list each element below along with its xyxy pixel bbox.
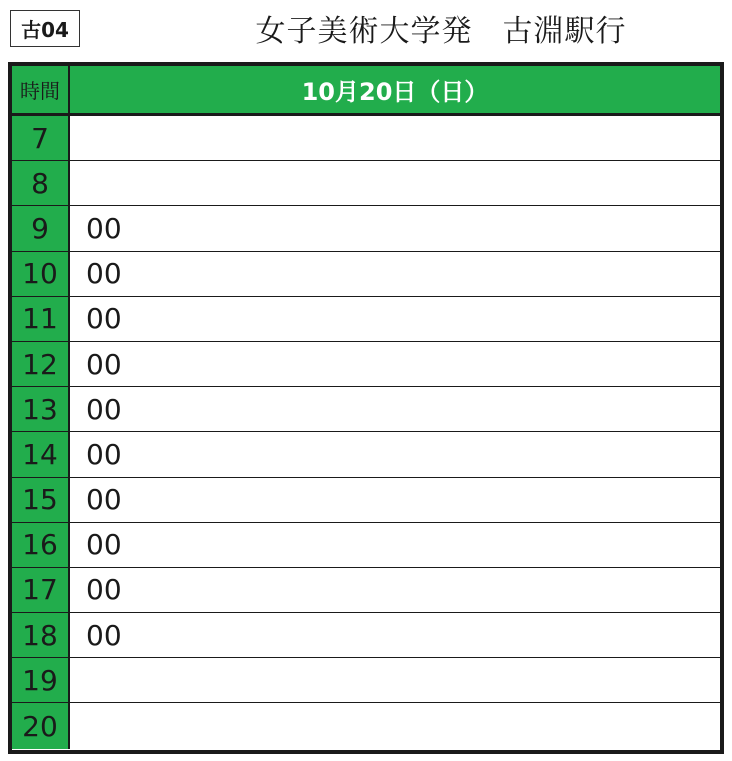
- timetable-row: [12, 613, 720, 658]
- hour-column-header: 時間: [12, 66, 70, 113]
- timetable-row: [12, 568, 720, 613]
- departure-minutes-cell: 00: [86, 211, 122, 245]
- title-destination: 古淵駅行: [502, 14, 627, 49]
- departure-minutes-cell: 00: [86, 302, 122, 336]
- timetable: [8, 62, 724, 754]
- departure-minutes-cell: [70, 116, 720, 160]
- departure-minutes-cell: [70, 703, 720, 748]
- hour-cell: 13: [12, 387, 70, 431]
- departure-minutes-cell: [70, 658, 720, 702]
- hour-cell: 7: [12, 116, 70, 160]
- hour-cell: 9: [12, 206, 70, 250]
- departure-minutes-cell: 00: [86, 347, 122, 381]
- departure-minutes-cell: 00: [86, 257, 122, 291]
- timetable-row: [12, 432, 720, 477]
- page-title: [120, 6, 732, 50]
- hour-cell: 16: [12, 523, 70, 567]
- hour-cell: 10: [12, 252, 70, 296]
- hour-cell: 18: [12, 613, 70, 657]
- title-origin: 女子美術大学発: [255, 14, 473, 49]
- hour-cell: 11: [12, 297, 70, 341]
- timetable-rows: [12, 116, 720, 749]
- timetable-row: [12, 478, 720, 523]
- timetable-row: [12, 116, 720, 161]
- hour-cell: 12: [12, 342, 70, 386]
- timetable-row: [12, 342, 720, 387]
- timetable-row: [12, 703, 720, 748]
- date-column-header: 10月20日（日）: [70, 66, 720, 113]
- hour-cell: 15: [12, 478, 70, 522]
- departure-minutes-cell: 00: [86, 618, 122, 652]
- departure-minutes-cell: 00: [86, 392, 122, 426]
- timetable-row: [12, 297, 720, 342]
- departure-minutes-cell: [70, 161, 720, 205]
- departure-minutes-cell: 00: [86, 573, 122, 607]
- timetable-row: [12, 387, 720, 432]
- hour-cell: 17: [12, 568, 70, 612]
- timetable-row: [12, 523, 720, 568]
- departure-minutes-cell: 00: [86, 483, 122, 517]
- hour-cell: 19: [12, 658, 70, 702]
- timetable-header-row: [12, 66, 720, 116]
- timetable-row: [12, 252, 720, 297]
- hour-cell: 8: [12, 161, 70, 205]
- hour-cell: 20: [12, 703, 70, 748]
- departure-minutes-cell: 00: [86, 528, 122, 562]
- hour-cell: 14: [12, 432, 70, 476]
- departure-minutes-cell: 00: [86, 437, 122, 471]
- timetable-row: [12, 206, 720, 251]
- timetable-row: [12, 161, 720, 206]
- route-code-badge: 古04: [10, 10, 80, 47]
- timetable-row: [12, 658, 720, 703]
